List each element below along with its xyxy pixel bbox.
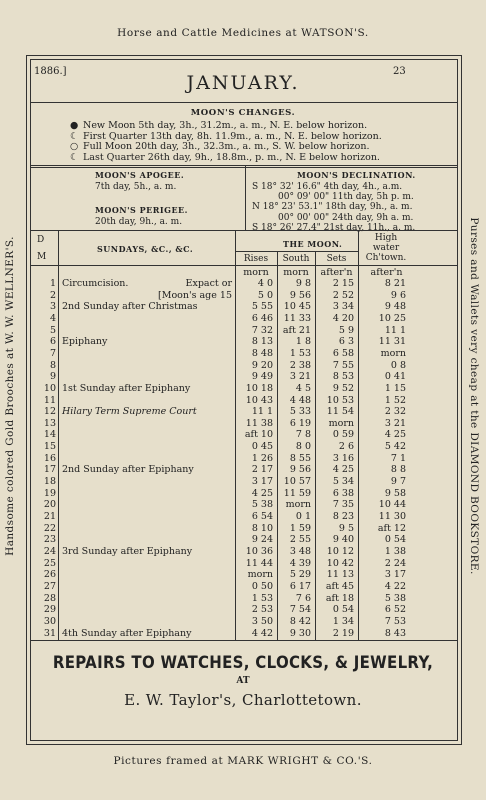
moon-rises-cell: 2 17 [251, 464, 273, 476]
moon-sets-cell: aft 18 [325, 592, 354, 604]
moon-rises-cell: morn [247, 569, 273, 581]
moon-south-cell: 9 8 [295, 278, 311, 289]
high-water-cell: 2 24 [384, 557, 406, 569]
day-number: 11 [43, 394, 56, 406]
moon-rises-cell: 0 50 [251, 580, 273, 592]
moon-rises-cell: 7 32 [251, 324, 273, 336]
moon-south-cell: 11 33 [283, 312, 311, 324]
month-column-label: M [37, 252, 47, 262]
moon-rises-cell: 0 45 [251, 441, 273, 453]
high-water-cell: 11 1 [384, 324, 406, 336]
high-water-cell: 0 41 [384, 371, 406, 383]
moon-sets-cell: 1 34 [332, 615, 354, 627]
moon-south-cell: 10 45 [283, 301, 311, 313]
high-water-cell: 0 8 [390, 359, 406, 371]
high-water-cell: 9 7 [390, 476, 406, 488]
moon-rises-cell: 4 25 [251, 487, 273, 499]
left-margin-advertisement: Handsome colored Gold Brooches at W. W. WELLNER'S. [4, 236, 16, 556]
divider-above-table [30, 230, 458, 231]
high-water-cell: 4 22 [384, 580, 406, 592]
day-number: 23 [43, 534, 56, 546]
moon-sets-cell: 4 20 [332, 312, 354, 324]
moon-rises-cell: 2 53 [251, 604, 273, 616]
moon-sets-cell: 5 9 [338, 324, 354, 336]
moon-rises-cell: 11 44 [245, 557, 273, 569]
moon-rises-cell: 5 38 [251, 499, 273, 511]
last-quarter-icon: ☾ [70, 151, 79, 163]
moon-sets-cell: 10 12 [326, 545, 354, 557]
event-text: 4th Sunday after Epiphany [62, 627, 192, 639]
apogee-declination-divider [245, 166, 246, 230]
perigee-text: 20th day, 9h., a. m. [95, 217, 183, 227]
day-column-rule [58, 230, 59, 640]
moon-sets-cell: 6 58 [332, 347, 354, 359]
day-number: 14 [43, 429, 56, 441]
declination-line: S 18° 26' 27.4" 21st day, 11h., a. m. [252, 222, 416, 233]
divider-header-bottom [30, 265, 458, 266]
moon-changes-title: MOON'S CHANGES. [190, 108, 296, 118]
taylor-advertisement: E. W. Taylor's, Charlottetown. [124, 691, 362, 709]
high-water-unit: after'n [370, 267, 403, 278]
high-water-cell: 7 53 [384, 615, 406, 627]
day-number: 16 [43, 452, 56, 464]
moon-rises-cell: 8 10 [251, 522, 273, 534]
day-number: 3 [49, 301, 56, 313]
day-number: 18 [43, 476, 56, 488]
moon-south-cell: 4 48 [289, 394, 311, 406]
first-quarter-icon: ☾ [70, 130, 79, 142]
rises-header: Rises [243, 254, 269, 264]
moon-sets-cell: 2 52 [332, 289, 354, 301]
moon-rises-cell: aft 10 [244, 429, 273, 441]
moon-south-cell: 9 56 [289, 289, 311, 301]
moon-phase-line [70, 120, 367, 131]
moon-rises-cell: 10 43 [245, 394, 273, 406]
day-number: 5 [49, 324, 56, 336]
high-water-header-line1: High [374, 233, 398, 243]
south-header: South [282, 254, 310, 264]
moon-south-cell: 3 48 [289, 545, 311, 557]
month-title: JANUARY. [186, 72, 300, 94]
moon-rises-cell: 3 50 [251, 615, 273, 627]
moon-south-cell: 6 19 [289, 417, 311, 429]
moon-phase-line [70, 141, 370, 152]
event-text: 2nd Sunday after Epiphany [62, 464, 194, 476]
the-moon-header: THE MOON. [283, 239, 343, 249]
day-number: 4 [49, 312, 56, 324]
moon-rises-cell: 4 42 [251, 627, 273, 639]
moon-south-cell: morn [285, 499, 311, 511]
moon-rises-cell: 5 0 [257, 289, 273, 301]
event-text: Epiphany [62, 336, 108, 348]
day-number: 9 [49, 371, 56, 383]
moon-header-underline [235, 251, 358, 252]
moon-rises-cell: 11 1 [251, 406, 273, 418]
high-water-column-rule [358, 230, 359, 640]
moon-rises-cell: 9 24 [251, 534, 273, 546]
high-water-cell: aft 12 [377, 522, 406, 534]
high-water-cell: 10 25 [378, 312, 406, 324]
day-number: 24 [43, 545, 56, 557]
moon-south-cell: 8 42 [289, 615, 311, 627]
day-number: 31 [43, 627, 56, 639]
moon-phase-text: First Quarter 13th day, 8h. 11.9m., a. m., N. E. below horizon. [83, 130, 382, 142]
moon-phase-text: Last Quarter 26th day, 9h., 18.8m., p. m., N. E below horizon. [83, 151, 380, 163]
high-water-cell: 8 21 [384, 278, 406, 289]
sets-unit: after'n [320, 267, 353, 278]
moon-rises-cell: 6 46 [251, 312, 273, 324]
day-number: 21 [43, 511, 56, 522]
moon-sets-cell: 8 53 [332, 371, 354, 383]
event-text: 1st Sunday after Epiphany [62, 382, 191, 394]
moon-south-cell: 8 0 [295, 441, 311, 453]
page-number: 23 [393, 66, 406, 77]
apogee-title: MOON'S APOGEE. [95, 170, 185, 180]
high-water-cell: 1 52 [384, 394, 406, 406]
divider-above-apogee-double [30, 167, 458, 168]
high-water-cell: 3 17 [384, 569, 406, 581]
high-water-cell: 1 15 [384, 382, 406, 394]
moon-sets-cell: 10 53 [326, 394, 354, 406]
moon-rises-cell: 5 55 [251, 301, 273, 313]
moon-sets-cell: 4 25 [332, 464, 354, 476]
high-water-cell: 3 21 [384, 417, 406, 429]
moon-south-cell: 1 53 [289, 347, 311, 359]
day-number: 12 [43, 406, 56, 418]
day-number: 10 [43, 382, 56, 394]
moon-sets-cell: 7 35 [332, 499, 354, 511]
high-water-cell: 5 42 [384, 441, 406, 453]
day-number: 30 [43, 615, 56, 627]
top-advertisement: Horse and Cattle Medicines at WATSON'S. [117, 27, 369, 39]
high-water-cell: 9 58 [384, 487, 406, 499]
high-water-cell: 4 25 [384, 429, 406, 441]
sundays-header: SUNDAYS, &C., &C. [97, 244, 194, 254]
full-moon-icon: ○ [70, 141, 79, 152]
day-number: 28 [43, 592, 56, 604]
bottom-advertisement: Pictures framed at MARK WRIGHT & CO.'S. [113, 755, 373, 767]
moon-south-cell: 1 8 [295, 336, 311, 348]
moon-south-cell: 7 8 [295, 429, 311, 441]
moon-south-cell: 11 59 [283, 487, 311, 499]
moon-rises-cell: 10 36 [245, 545, 273, 557]
rises-column-rule [235, 230, 236, 640]
moon-sets-cell: 0 54 [332, 604, 354, 616]
moon-south-cell: 2 38 [289, 359, 311, 371]
new-moon-icon: ● [70, 120, 79, 131]
moon-sets-cell: 2 15 [332, 278, 354, 289]
moon-sets-cell: 9 5 [338, 522, 354, 534]
declination-title: MOON'S DECLINATION. [297, 170, 416, 180]
day-number: 29 [43, 604, 56, 616]
moon-sets-cell: morn [328, 417, 354, 429]
moon-rises-cell: 3 17 [251, 476, 273, 488]
moon-south-cell: 3 21 [289, 371, 311, 383]
high-water-cell: 10 44 [378, 499, 406, 511]
moon-rises-cell: 10 18 [245, 382, 273, 394]
high-water-cell: 6 52 [384, 604, 406, 616]
day-number: 13 [43, 417, 56, 429]
moon-rises-cell: 8 13 [251, 336, 273, 348]
at-label: AT [236, 676, 250, 686]
high-water-cell: 9 48 [384, 301, 406, 313]
note-text: Expact or [185, 278, 232, 289]
moon-sets-cell: 2 19 [332, 627, 354, 639]
moon-phase-text: Full Moon 20th day, 3h., 32.3m., a. m., S. W. below horizon. [83, 141, 370, 152]
moon-sets-cell: 3 34 [332, 301, 354, 313]
moon-south-cell: 5 33 [289, 406, 311, 418]
day-column-label: D [37, 235, 45, 245]
moon-south-cell: 5 29 [289, 569, 311, 581]
divider-above-apogee [30, 165, 458, 166]
moon-south-cell: aft 21 [282, 324, 311, 336]
perigee-title: MOON'S PERIGEE. [95, 205, 188, 215]
high-water-cell: 9 6 [390, 289, 406, 301]
moon-sets-cell: 6 3 [338, 336, 354, 348]
high-water-cell: 8 43 [384, 627, 406, 639]
moon-south-cell: 6 17 [289, 580, 311, 592]
moon-sets-cell: 11 54 [326, 406, 354, 418]
moon-phase-line [70, 131, 382, 142]
day-number: 17 [43, 464, 56, 476]
moon-sets-cell: 2 6 [338, 441, 354, 453]
high-water-cell: 0 54 [384, 534, 406, 546]
day-number: 1 [49, 278, 56, 289]
moon-rises-cell: 1 26 [251, 452, 273, 464]
right-margin-advertisement: Purses and Wallets very cheap at the DIAMOND BOOKSTORE. [468, 217, 480, 575]
declination-line: 00° 09' 00" 11th day, 5h p. m. [278, 192, 414, 203]
moon-rises-cell: 9 20 [251, 359, 273, 371]
high-water-header-line2: water [372, 243, 400, 253]
day-number: 19 [43, 487, 56, 499]
moon-south-cell: 10 57 [283, 476, 311, 488]
moon-south-cell: 1 59 [289, 522, 311, 534]
day-number: 22 [43, 522, 56, 534]
moon-rises-cell: 9 49 [251, 371, 273, 383]
moon-sets-cell: 9 52 [332, 382, 354, 394]
apogee-text: 7th day, 5h., a. m. [95, 182, 177, 192]
moon-sets-cell: 9 40 [332, 534, 354, 546]
moon-south-cell: 7 54 [289, 604, 311, 616]
moon-south-cell: 9 56 [289, 464, 311, 476]
note-text: [Moon's age 15 [158, 289, 232, 301]
moon-sets-cell: 11 13 [326, 569, 354, 581]
high-water-cell: 2 32 [384, 406, 406, 418]
moon-sets-cell: aft 45 [325, 580, 354, 592]
day-number: 20 [43, 499, 56, 511]
day-number: 6 [49, 336, 56, 348]
moon-rises-cell: 11 38 [245, 417, 273, 429]
declination-line: S 18° 32' 16.6" 4th day, 4h., a.m. [252, 182, 403, 192]
rises-unit: morn [243, 267, 269, 278]
moon-sets-cell: 0 59 [332, 429, 354, 441]
divider-under-title [30, 102, 458, 103]
day-number: 25 [43, 557, 56, 569]
moon-rises-cell: 8 48 [251, 347, 273, 359]
high-water-cell: 7 1 [390, 452, 406, 464]
divider-below-table [30, 640, 458, 641]
high-water-cell: morn [380, 347, 406, 359]
high-water-cell: 11 31 [378, 336, 406, 348]
day-number: 7 [49, 347, 56, 359]
moon-sets-cell: 8 23 [332, 511, 354, 522]
high-water-cell: 5 38 [384, 592, 406, 604]
moon-south-cell: 7 6 [295, 592, 311, 604]
high-water-cell: 11 30 [378, 511, 406, 522]
moon-south-cell: 4 39 [289, 557, 311, 569]
south-unit: morn [283, 267, 309, 278]
declination-line: 00° 00' 00" 24th day, 9h a. m. [278, 212, 414, 223]
moon-rises-cell: 6 54 [251, 511, 273, 522]
year-label: 1886.] [34, 66, 67, 77]
moon-sets-cell: 3 16 [332, 452, 354, 464]
moon-rises-cell: 4 0 [257, 278, 273, 289]
moon-rises-cell: 1 53 [251, 592, 273, 604]
high-water-cell: 1 38 [384, 545, 406, 557]
high-water-cell: 8 8 [390, 464, 406, 476]
moon-sets-cell: 10 42 [326, 557, 354, 569]
day-number: 15 [43, 441, 56, 453]
moon-sets-cell: 6 38 [332, 487, 354, 499]
moon-south-cell: 2 55 [289, 534, 311, 546]
moon-south-cell: 8 55 [289, 452, 311, 464]
moon-south-cell: 0 1 [295, 511, 311, 522]
event-text: Circumcision. [62, 278, 129, 289]
moon-phase-text: New Moon 5th day, 3h., 31.2m., a. m., N. E. below horizon. [83, 120, 368, 131]
event-text: 3rd Sunday after Epiphany [62, 545, 193, 557]
event-text: 2nd Sunday after Christmas [62, 301, 198, 313]
high-water-header-line3: Ch'town. [365, 253, 407, 263]
day-number: 2 [49, 289, 56, 301]
moon-sets-cell: 7 55 [332, 359, 354, 371]
day-number: 27 [43, 580, 56, 592]
day-number: 8 [49, 359, 56, 371]
day-number: 26 [43, 569, 56, 581]
moon-south-cell: 9 30 [289, 627, 311, 639]
moon-south-cell: 4 5 [295, 382, 311, 394]
sets-header: Sets [326, 254, 347, 264]
event-text: Hilary Term Supreme Court [62, 406, 197, 418]
declination-line: N 18° 23' 53.1" 18th day, 9h., a. m. [252, 202, 413, 213]
moon-phase-line [70, 152, 380, 163]
repairs-advertisement: REPAIRS TO WATCHES, CLOCKS, & JEWELRY, [52, 651, 434, 673]
moon-sets-cell: 5 34 [332, 476, 354, 488]
